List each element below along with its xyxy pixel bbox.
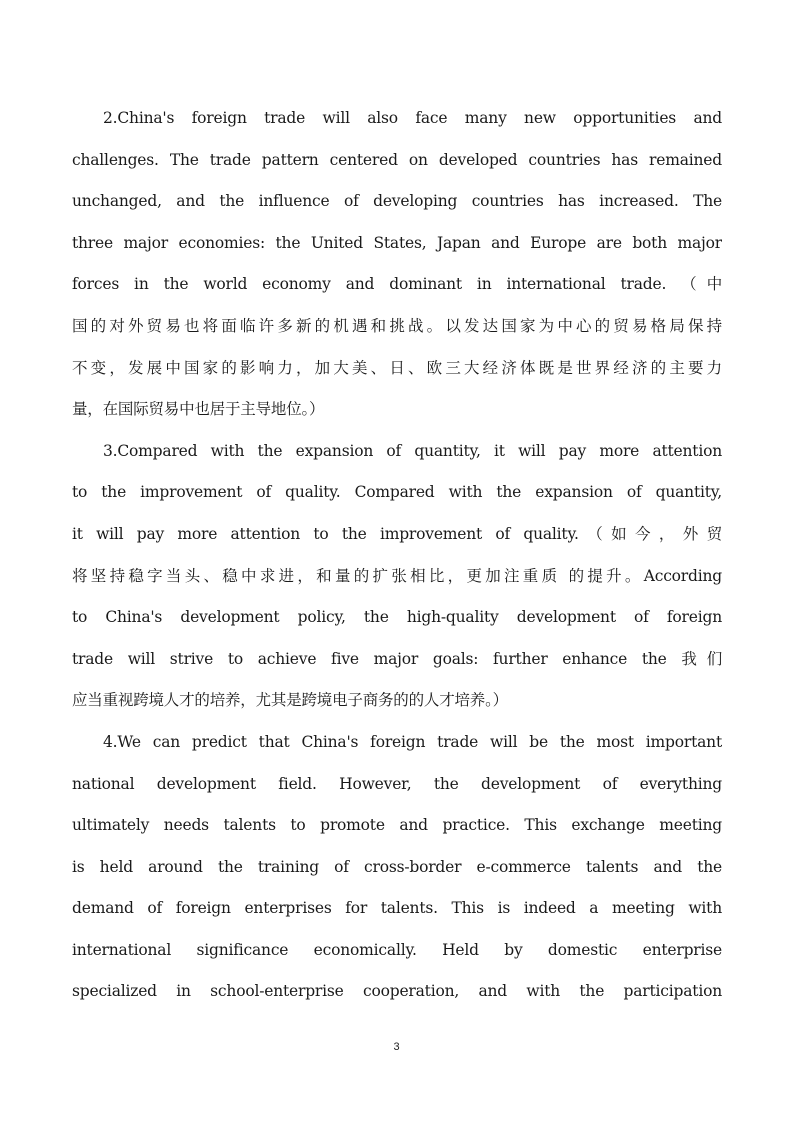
paragraph-4-line: national development field. However, the development of everything [72, 774, 722, 793]
paragraph-4-line: demand of foreign enterprises for talents. This is indeed a meeting with [72, 899, 722, 918]
paragraph-2-line: 2.China's foreign trade will also face many new opportunities and [103, 109, 722, 127]
paragraph-3-line: it will pay more attention to the improvement of quality.（如今，外贸 [72, 524, 722, 543]
paragraph-3-line: 3.Compared with the expansion of quantity, it will pay more attention [103, 441, 722, 460]
paragraph-2-line: unchanged, and the influence of developing countries has increased. The [72, 192, 722, 211]
paragraph-2-line: 量，在国际贸易中也居于主导地位。） [72, 400, 325, 419]
paragraph-2-line: challenges. The trade pattern centered on developed countries has remained [72, 150, 722, 169]
paragraph-4-line: is held around the training of cross-border e-commerce talents and the [72, 857, 722, 876]
paragraph-4-line: 4.We can predict that China's foreign trade will be the most important [103, 732, 722, 751]
paragraph-2-line: 国的对外贸易也将面临许多新的机遇和挑战。以发达国家为中心的贸易格局保持 [72, 316, 722, 335]
body-text [72, 104, 722, 1019]
page-number: 3 [393, 1041, 400, 1053]
paragraph-4-line: international significance economically. Held by domestic enterprise [72, 940, 722, 959]
paragraph-3-line: 将坚持稳字当头、稳中求进，和量的扩张相比，更加注重质 的提升。According [72, 566, 722, 585]
paragraph-4-line: ultimately needs talents to promote and practice. This exchange meeting [72, 816, 722, 835]
paragraph-2-line: 不变，发展中国家的影响力，加大美、日、欧三大经济体既是世界经济的主要力 [72, 358, 722, 377]
paragraph-2-line: three major economies: the United States, Japan and Europe are both major [72, 233, 722, 252]
paragraph-3-line: trade will strive to achieve five major goals: further enhance the 我们 [72, 649, 722, 668]
paragraph-3-line: to the improvement of quality. Compared with the expansion of quantity, [72, 483, 722, 502]
paragraph-2-line: forces in the world economy and dominant in international trade. （中 [72, 275, 722, 294]
paragraph-3-line: 应当重视跨境人才的培养，尤其是跨境电子商务的的人才培养。） [72, 691, 508, 710]
paragraph-4-line: specialized in school-enterprise cooperation, and with the participation [72, 982, 722, 1001]
paragraph-3-line: to China's development policy, the high-quality development of foreign [72, 608, 722, 627]
